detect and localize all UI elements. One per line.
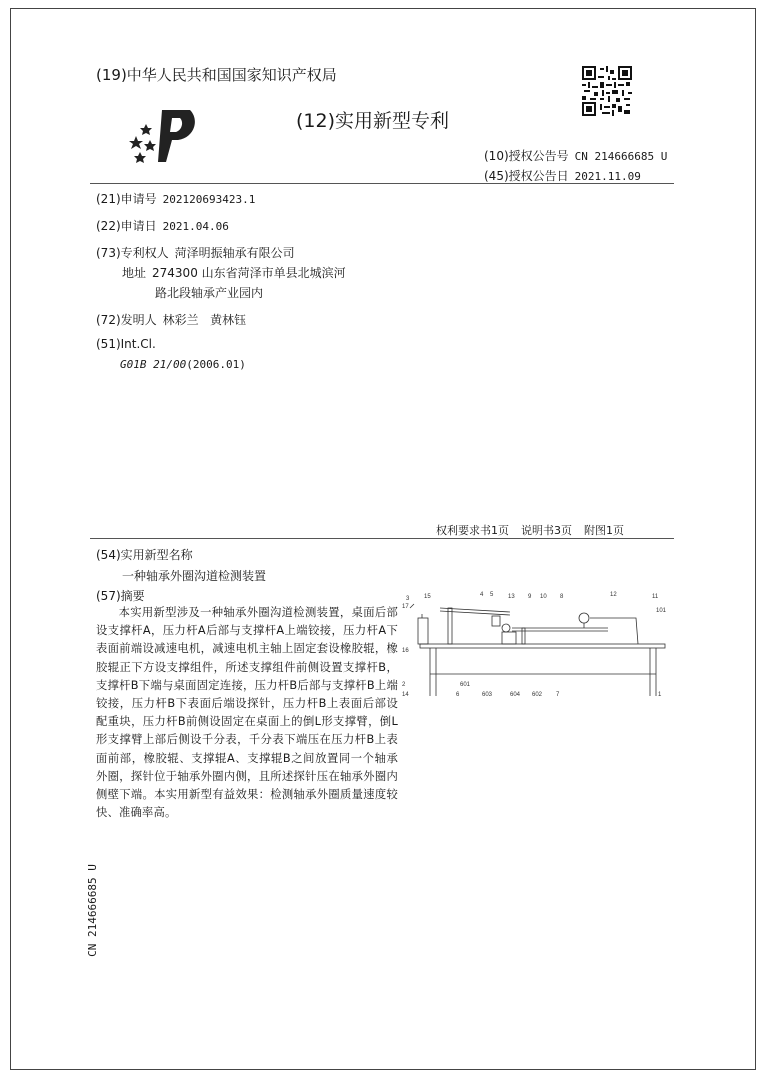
reference-numeral: 603 <box>482 692 493 698</box>
patent-office-name: (19)中华人民共和国国家知识产权局 <box>96 66 337 84</box>
ipc-classification <box>120 357 246 371</box>
ipc-label: (51)Int.Cl. <box>96 337 156 351</box>
application-date-label: (22)申请日 <box>96 219 157 233</box>
application-number: 202120693423.1 <box>162 193 256 206</box>
reference-numeral: 14 <box>402 692 409 698</box>
description-pages: 说明书3页 <box>521 524 572 537</box>
reference-numeral: 16 <box>402 648 409 654</box>
publication-date-label: (45)授权公告日 <box>484 169 569 183</box>
ipc-version: (2006.01) <box>186 358 246 371</box>
inventor-row <box>96 311 246 328</box>
title-label: (54)实用新型名称 <box>96 548 193 562</box>
reference-numeral: 12 <box>610 592 617 598</box>
reference-numeral: 4 <box>480 592 484 598</box>
publication-number-row <box>484 147 667 164</box>
reduction-motor <box>492 616 500 626</box>
patentee-row <box>96 244 295 261</box>
page-counts <box>436 522 636 538</box>
inventor-label: (72)发明人 <box>96 313 157 327</box>
inventor-names: 林彩兰 黄林钰 <box>162 313 247 327</box>
reference-numeral: 7 <box>556 692 560 698</box>
abstract-text: 本实用新型涉及一种轴承外圈沟道检测装置，桌面后部设支撑杆A，压力杆A后部与支撑杆A上端铰接，压力杆A下表面前端设减速电机，减速电机主轴上固定套设橡胶辊，橡胶辊正下方设支撑组件，所述支撑组件前侧设置支撑杆B，支撑杆B下端与桌面固定连接，压力杆B后部与支撑杆B上端铰接，压力杆B下表面后端设探针，压力杆B上表面后部设配重块，压力杆B前侧设固定在桌面上的倒L形支撑臂，倒L形支撑臂上部后侧设千分表，千分表下端压在压力杆B上表面前部，橡胶辊、支撑辊A、支撑辊B之间放置同一个轴承外圈，探针位于轴承外圈内侧，且所述探针压在轴承外圈内侧壁下端。本实用新型有益效果：检测轴承外圈质量速度较快、准确率高。 <box>96 606 398 820</box>
patentee-label: (73)专利权人 <box>96 246 169 260</box>
address-row <box>122 264 346 281</box>
reference-numeral: 17 <box>402 604 409 610</box>
patentee-name: 菏泽明振轴承有限公司 <box>174 246 295 260</box>
publication-number: CN 214666685 U <box>574 150 668 163</box>
page-border <box>10 8 756 1070</box>
reference-numeral: 8 <box>560 594 564 600</box>
reference-numeral: 15 <box>424 594 431 600</box>
reference-numeral: 3 <box>406 596 410 602</box>
header-divider <box>90 183 674 184</box>
abstract-label: (57)摘要 <box>96 589 145 603</box>
qr-code-icon <box>582 66 632 116</box>
rubber-roller <box>502 624 510 632</box>
address-line-2: 路北段轴承产业园内 <box>155 286 264 300</box>
claims-pages: 权利要求书1页 <box>436 524 509 537</box>
address-line-1: 274300 山东省菏泽市单县北城滨河 <box>152 266 346 280</box>
dial-indicator-icon <box>579 613 589 623</box>
document-type: (12)实用新型专利 <box>296 110 450 132</box>
abstract-drawing <box>400 588 670 706</box>
application-number-row <box>96 190 255 207</box>
reference-numeral: 604 <box>510 692 521 698</box>
publication-date-row <box>484 167 641 184</box>
reference-numeral: 5 <box>490 592 494 598</box>
ipc-code: G01B 21/00 <box>120 358 187 371</box>
reference-numeral: 101 <box>656 608 667 614</box>
publication-date: 2021.11.09 <box>574 170 641 183</box>
reference-numeral: 11 <box>652 594 659 600</box>
reference-numeral: 601 <box>460 682 471 688</box>
reference-numeral: 602 <box>532 692 543 698</box>
application-number-label: (21)申请号 <box>96 192 157 206</box>
reference-numeral: 1 <box>658 692 662 698</box>
reference-numeral: 10 <box>540 594 547 600</box>
publication-number-label: (10)授权公告号 <box>484 149 569 163</box>
drawings-pages: 附图1页 <box>584 524 624 537</box>
utility-model-title: 一种轴承外圈沟道检测装置 <box>122 569 267 583</box>
support-rod-a <box>448 608 452 644</box>
application-date-row <box>96 217 229 234</box>
section-divider <box>90 538 674 539</box>
counterweight-block <box>418 618 428 644</box>
table-top <box>420 644 665 648</box>
reference-numeral: 6 <box>456 692 460 698</box>
reference-numeral: 13 <box>508 594 515 600</box>
cnipa-logo-icon <box>128 106 198 164</box>
side-publication-code: CN 214666685 U <box>85 864 99 957</box>
address-label: 地址 <box>122 266 147 280</box>
reference-numeral: 2 <box>402 682 406 688</box>
application-date: 2021.04.06 <box>162 220 229 233</box>
support-assembly <box>502 632 516 644</box>
reference-numeral: 9 <box>528 594 532 600</box>
support-rod-b <box>522 628 525 644</box>
